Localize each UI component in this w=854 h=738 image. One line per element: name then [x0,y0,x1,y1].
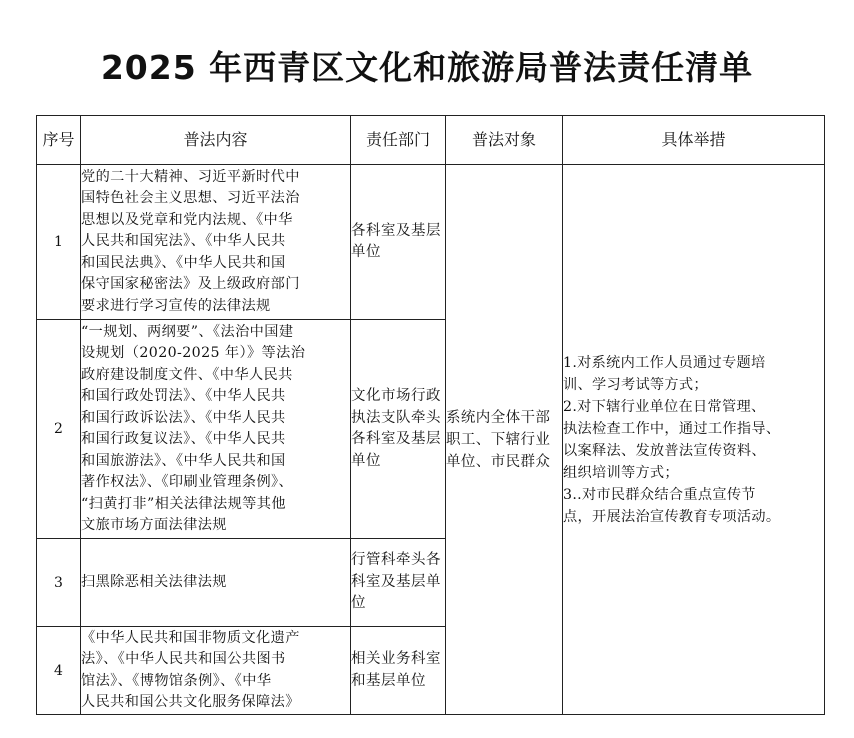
content-line: 政府建设制度文件、《中华人民共 [81,366,293,383]
row-dept: 相关业务科室和基层单位 [351,627,446,715]
row-content: 扫黑除恶相关法律法规 [81,539,351,627]
row-seq: 2 [37,320,81,539]
row-dept: 行管科牵头各科室及基层单位 [351,539,446,627]
content-line: 和国行政复议法》、《中华人民共 [81,431,286,447]
content-line: 馆法》、《博物馆条例》、《中华 [81,672,272,689]
content-line: 人民共和国公共文化服务保障法》 [81,694,300,710]
content-line: 保守国家秘密法》及上级政府部门 [81,276,300,293]
column-header-seq: 序号 [37,116,81,165]
content-line: 国特色社会主义思想、习近平法治 [81,190,300,207]
row-seq: 3 [37,539,81,627]
measures-line: 2.对下辖行业单位在日常管理、 [563,398,766,415]
measures-line: 以案释法、发放普法宣传资料、 [563,442,766,459]
measures-line: 3..对市民群众结合重点宣传节 [563,486,756,503]
target-audience: 系统内全体干部职工、下辖行业单位、市民群众 [446,165,563,715]
content-line: 《中华人民共和国非物质文化遗产 [81,629,300,646]
content-line: “扫黄打非”相关法律法规等其他 [81,495,286,512]
specific-measures [563,165,825,715]
row-seq: 4 [37,627,81,715]
content-line: 文旅市场方面法律法规 [81,517,227,533]
content-line: 著作权法》、《印刷业管理条例》、 [81,474,294,490]
content-line: 和国民法典》、《中华人民共和国 [81,254,286,271]
row-seq: 1 [37,165,81,320]
measures-line: 训、学习考试等方式； [563,376,708,393]
responsibility-table [36,115,825,715]
column-header-content: 普法内容 [81,116,351,165]
content-line: 和国行政诉讼法》、《中华人民共 [81,409,286,426]
measures-line: 组织培训等方式； [563,464,679,481]
column-header-measures: 具体举措 [563,116,825,165]
row-dept: 各科室及基层单位 [351,165,446,320]
measures-line: 点，开展法治宣传教育专项活动。 [563,508,781,525]
row-content [81,627,351,715]
row-dept: 文化市场行政执法支队牵头各科室及基层单位 [351,320,446,539]
column-header-dept: 责任部门 [351,116,446,165]
table-header-row [37,116,825,165]
content-line: 思想以及党章和党内法规、《中华 [81,211,293,228]
content-line: 党的二十大精神、习近平新时代中 [81,168,300,185]
content-line: 要求进行学习宣传的法律法规 [81,297,271,314]
measures-line: 执法检查工作中，通过工作指导、 [563,420,781,437]
content-line: “一规划、两纲要”、《法治中国建 [81,323,294,340]
content-line: 和国旅游法》、《中华人民共和国 [81,452,286,469]
column-header-target: 普法对象 [446,116,563,165]
row-content [81,165,351,320]
page-title: 2025 年西青区文化和旅游局普法责任清单 [100,48,754,87]
table-row [37,165,825,320]
row-content [81,320,351,539]
content-line: 和国行政处罚法》、《中华人民共 [81,388,286,404]
content-line: 法》、《中华人民共和国公共图书 [81,651,286,667]
measures-line: 1.对系统内工作人员通过专题培 [563,354,766,371]
content-line: 设规划（2020-2025 年）》等法治 [81,345,306,361]
content-line: 人民共和国宪法》、《中华人民共 [81,233,286,250]
